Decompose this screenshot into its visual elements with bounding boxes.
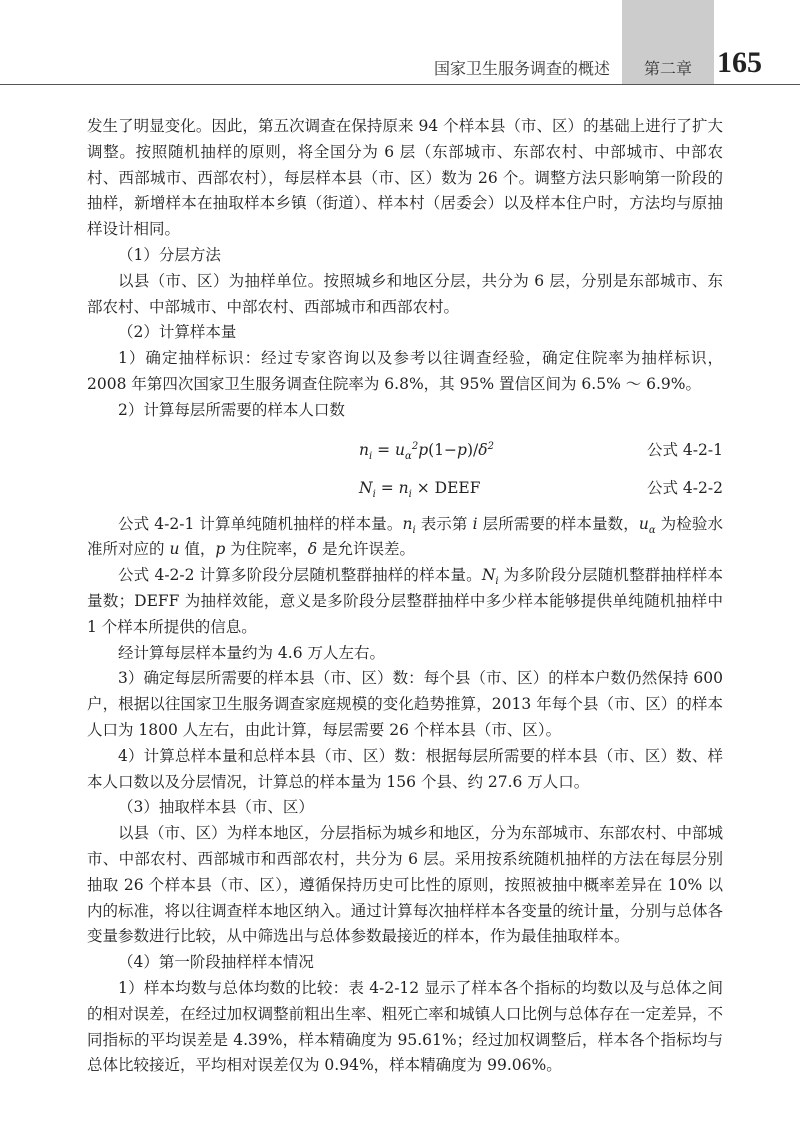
formula-explanation: 公式 4-2-2 计算多阶段分层随机整群抽样的样本量。$N_i$ 为多阶段分层随机整群抽样样本量数；DEFF 为抽样效能，意义是多阶段分层整群抽样中多少样本能够提供单纯随机抽样中 1 个样本所提供的信息。 <box>87 566 723 636</box>
formula-expression: $N_i = n_i$ × DEEF <box>359 478 481 500</box>
formula-label: 公式 4-2-1 <box>647 440 723 459</box>
body-text <box>87 114 723 1079</box>
paragraph: 2）计算每层所需要的样本人口数 <box>118 400 345 419</box>
paragraph: 以县（市、区）为样本地区，分层指标为城乡和地区，分为东部城市、东部农村、中部城市、中部农村、西部城市和西部农村，共分为 6 层。采用按系统随机抽样的方法在每层分别抽取 26 个样本县（市、区），遵循保持历史可比性的原则，按照被抽中概率差异在 10% 以内的标准，将以往调查样本地区纳入。通过计算每次抽样样本各变量的统计量，分别与总体各变量参数进行比较，从中筛选出与总体参数最接近的样本，作为最佳抽取样本。 <box>87 824 723 946</box>
running-title: 国家卫生服务调查的概述 <box>433 59 610 78</box>
formula-4-2-1 <box>87 432 723 470</box>
paragraph: 1）样本均数与总体均数的比较：表 4-2-12 显示了样本各个指标的均数以及与总体之间的相对误差，在经过加权调整前粗出生率、粗死亡率和城镇人口比例与总体存在一定差异，不同指标的平均误差是 4.39%，样本精确度为 95.61%；经过加权调整后，样本各个指标均与总体比较接近，平均相对误差仅为 0.94%，样本精确度为 99.06%。 <box>87 978 723 1075</box>
paragraph: 以县（市、区）为抽样单位。按照城乡和地区分层，共分为 6 层，分别是东部城市、东部农村、中部城市、中部农村、西部城市和西部农村。 <box>87 271 723 316</box>
formula-label: 公式 4-2-2 <box>647 478 723 497</box>
formula-expression: $n_i = u_\alpha^2p(1-p)/\delta^2$ <box>359 440 494 462</box>
page-number: 165 <box>717 46 762 79</box>
paragraph: 经计算每层样本量约为 4.6 万人左右。 <box>118 643 386 662</box>
paragraph: 4）计算总样本量和总样本县（市、区）数：根据每层所需要的样本县（市、区）数、样本人口数以及分层情况，计算总的样本量为 156 个县、约 27.6 万人口。 <box>87 746 723 791</box>
section-heading: （1）分层方法 <box>118 245 221 264</box>
paragraph: 3）确定每层所需要的样本县（市、区）数：每个县（市、区）的样本户数仍然保持 600 户，根据以往国家卫生服务调查家庭规模的变化趋势推算，2013 年每个县（市、区）的样本人口为 1800 人左右，由此计算，每层需要 26 个样本县（市、区）。 <box>87 669 723 739</box>
header-rule <box>0 84 800 85</box>
section-heading: （3）抽取样本县（市、区） <box>118 798 314 817</box>
chapter-tab <box>622 0 714 84</box>
formula-4-2-2 <box>87 470 723 508</box>
section-heading: （2）计算样本量 <box>118 323 237 342</box>
paragraph: 1）确定抽样标识：经过专家咨询以及参考以往调查经验，确定住院率为抽样标识，2008 年第四次国家卫生服务调查住院率为 6.8%，其 95% 置信区间为 6.5% ～ 6.9%。 <box>87 349 723 393</box>
page-header <box>0 0 800 86</box>
paragraph: 发生了明显变化。因此，第五次调查在保持原来 94 个样本县（市、区）的基础上进行了扩大调整。按照随机抽样的原则，将全国分为 6 层（东部城市、东部农村、中部城市、中部农村、西部城市、西部农村），每层样本县（市、区）数为 26 个。调整方法只影响第一阶段的抽样，新增样本在抽取样本乡镇（街道）、样本村（居委会）以及样本住户时，方法均与原抽样设计相同。 <box>87 117 723 239</box>
chapter-label: 第二章 <box>643 59 692 78</box>
section-heading: （4）第一阶段抽样样本情况 <box>118 953 314 972</box>
formula-explanation: 公式 4-2-1 计算单纯随机抽样的样本量。$n_i$ 表示第 i 层所需要的样本量数，$u_\alpha$ 为检验水准所对应的 u 值，p 为住院率，δ 是允许误差。 <box>87 514 723 559</box>
